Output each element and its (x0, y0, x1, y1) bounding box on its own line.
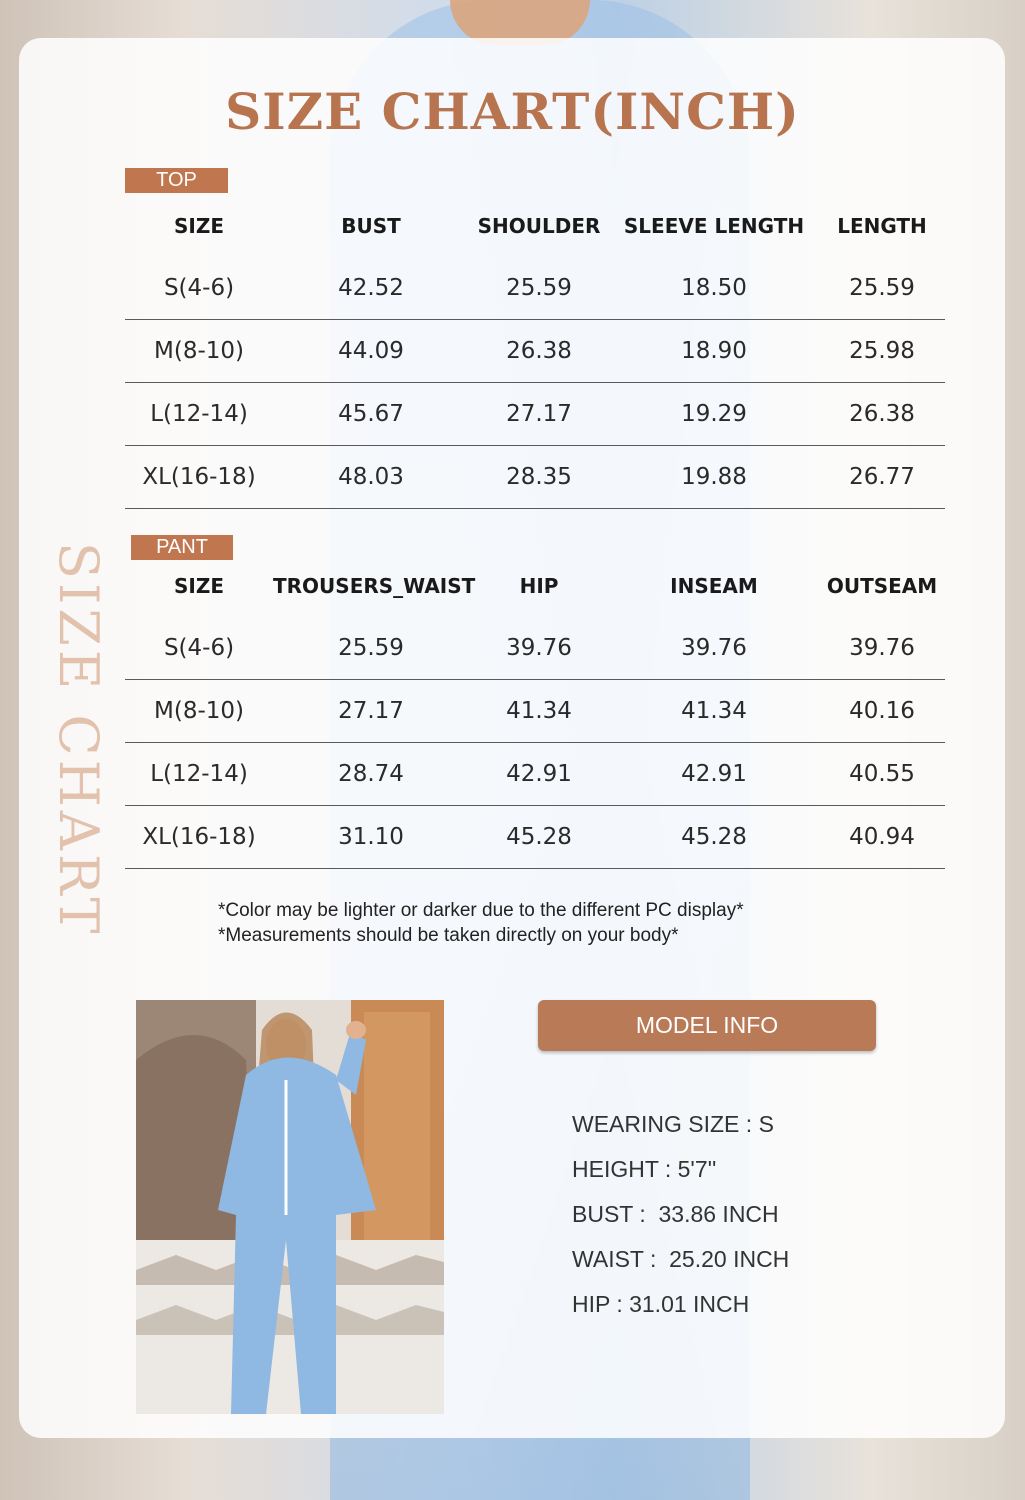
table-cell: 18.50 (681, 275, 747, 301)
column-header: SLEEVE LENGTH (623, 214, 805, 238)
table-cell: S(4-6) (163, 635, 235, 661)
table-row (125, 257, 945, 320)
table-cell: XL(16-18) (125, 446, 273, 509)
table-cell: 39.76 (681, 635, 747, 661)
table-cell: 45.67 (273, 383, 469, 446)
measurement-notes (218, 898, 744, 948)
size-chart-watermark: SIZE CHART (47, 542, 110, 938)
note-line: *Measurements should be taken directly on your body* (218, 925, 679, 946)
table-cell: 25.59 (338, 635, 404, 661)
top-size-table (125, 195, 945, 509)
table-cell: S(4-6) (163, 275, 235, 301)
model-info-item: WEARING SIZE : S (572, 1111, 774, 1137)
table-cell: XL(16-18) (125, 806, 273, 869)
table-cell: 31.10 (273, 806, 469, 869)
page-title: SIZE CHART(INCH) (225, 82, 800, 141)
model-info-header: MODEL INFO (538, 1000, 876, 1051)
model-info-item: HEIGHT : 5'7'' (572, 1156, 717, 1182)
table-cell: 39.76 (849, 635, 915, 661)
table-row (125, 446, 945, 509)
table-header-row (125, 555, 945, 617)
table-cell: 26.77 (819, 446, 945, 509)
table-cell: 41.34 (609, 680, 819, 743)
column-header: HIP (519, 574, 559, 598)
model-info-item: HIP : 31.01 INCH (572, 1291, 750, 1317)
table-cell: 27.17 (273, 680, 469, 743)
table-row (125, 617, 945, 680)
table-row (125, 320, 945, 383)
table-cell: M(8-10) (125, 320, 273, 383)
table-cell: 27.17 (469, 383, 609, 446)
pant-size-table (125, 555, 945, 869)
column-header: SIZE (173, 574, 224, 598)
table-cell: 28.35 (469, 446, 609, 509)
pant-section-tag: PANT (131, 535, 233, 560)
note-line: *Color may be lighter or darker due to the different PC display* (218, 900, 744, 921)
column-header: INSEAM (670, 574, 758, 598)
model-info-item: BUST : 33.86 INCH (572, 1201, 779, 1227)
table-cell: 25.98 (819, 320, 945, 383)
table-header-row (125, 195, 945, 257)
table-cell: 19.88 (609, 446, 819, 509)
table-cell: 18.90 (609, 320, 819, 383)
table-cell: 48.03 (273, 446, 469, 509)
table-row (125, 806, 945, 869)
model-photo (136, 1000, 444, 1414)
table-cell: L(12-14) (125, 743, 273, 806)
table-cell: 25.59 (506, 275, 572, 301)
column-header: SHOULDER (477, 214, 601, 238)
table-cell: 45.28 (609, 806, 819, 869)
table-cell: 42.91 (469, 743, 609, 806)
table-cell: 28.74 (273, 743, 469, 806)
table-cell: 26.38 (469, 320, 609, 383)
table-cell: 40.94 (819, 806, 945, 869)
column-header: SIZE (173, 214, 224, 238)
table-cell: 26.38 (819, 383, 945, 446)
column-header: OUTSEAM (826, 574, 938, 598)
table-cell: 40.55 (819, 743, 945, 806)
table-row (125, 383, 945, 446)
table-cell: 40.16 (819, 680, 945, 743)
table-row (125, 743, 945, 806)
column-header: BUST (341, 214, 401, 238)
table-cell: 42.91 (609, 743, 819, 806)
table-cell: 44.09 (273, 320, 469, 383)
model-photo-illustration (136, 1000, 444, 1414)
top-section-tag: TOP (125, 168, 228, 193)
table-cell: 42.52 (338, 275, 404, 301)
table-cell: 45.28 (469, 806, 609, 869)
table-row (125, 680, 945, 743)
table-cell: L(12-14) (125, 383, 273, 446)
table-cell: 39.76 (506, 635, 572, 661)
column-header: LENGTH (837, 214, 927, 238)
table-cell: 41.34 (469, 680, 609, 743)
model-info-item: WAIST : 25.20 INCH (572, 1246, 790, 1272)
table-cell: 19.29 (609, 383, 819, 446)
table-cell: 25.59 (849, 275, 915, 301)
table-cell: M(8-10) (125, 680, 273, 743)
model-info-list (572, 1102, 789, 1327)
column-header: TROUSERS_WAIST (273, 574, 476, 598)
